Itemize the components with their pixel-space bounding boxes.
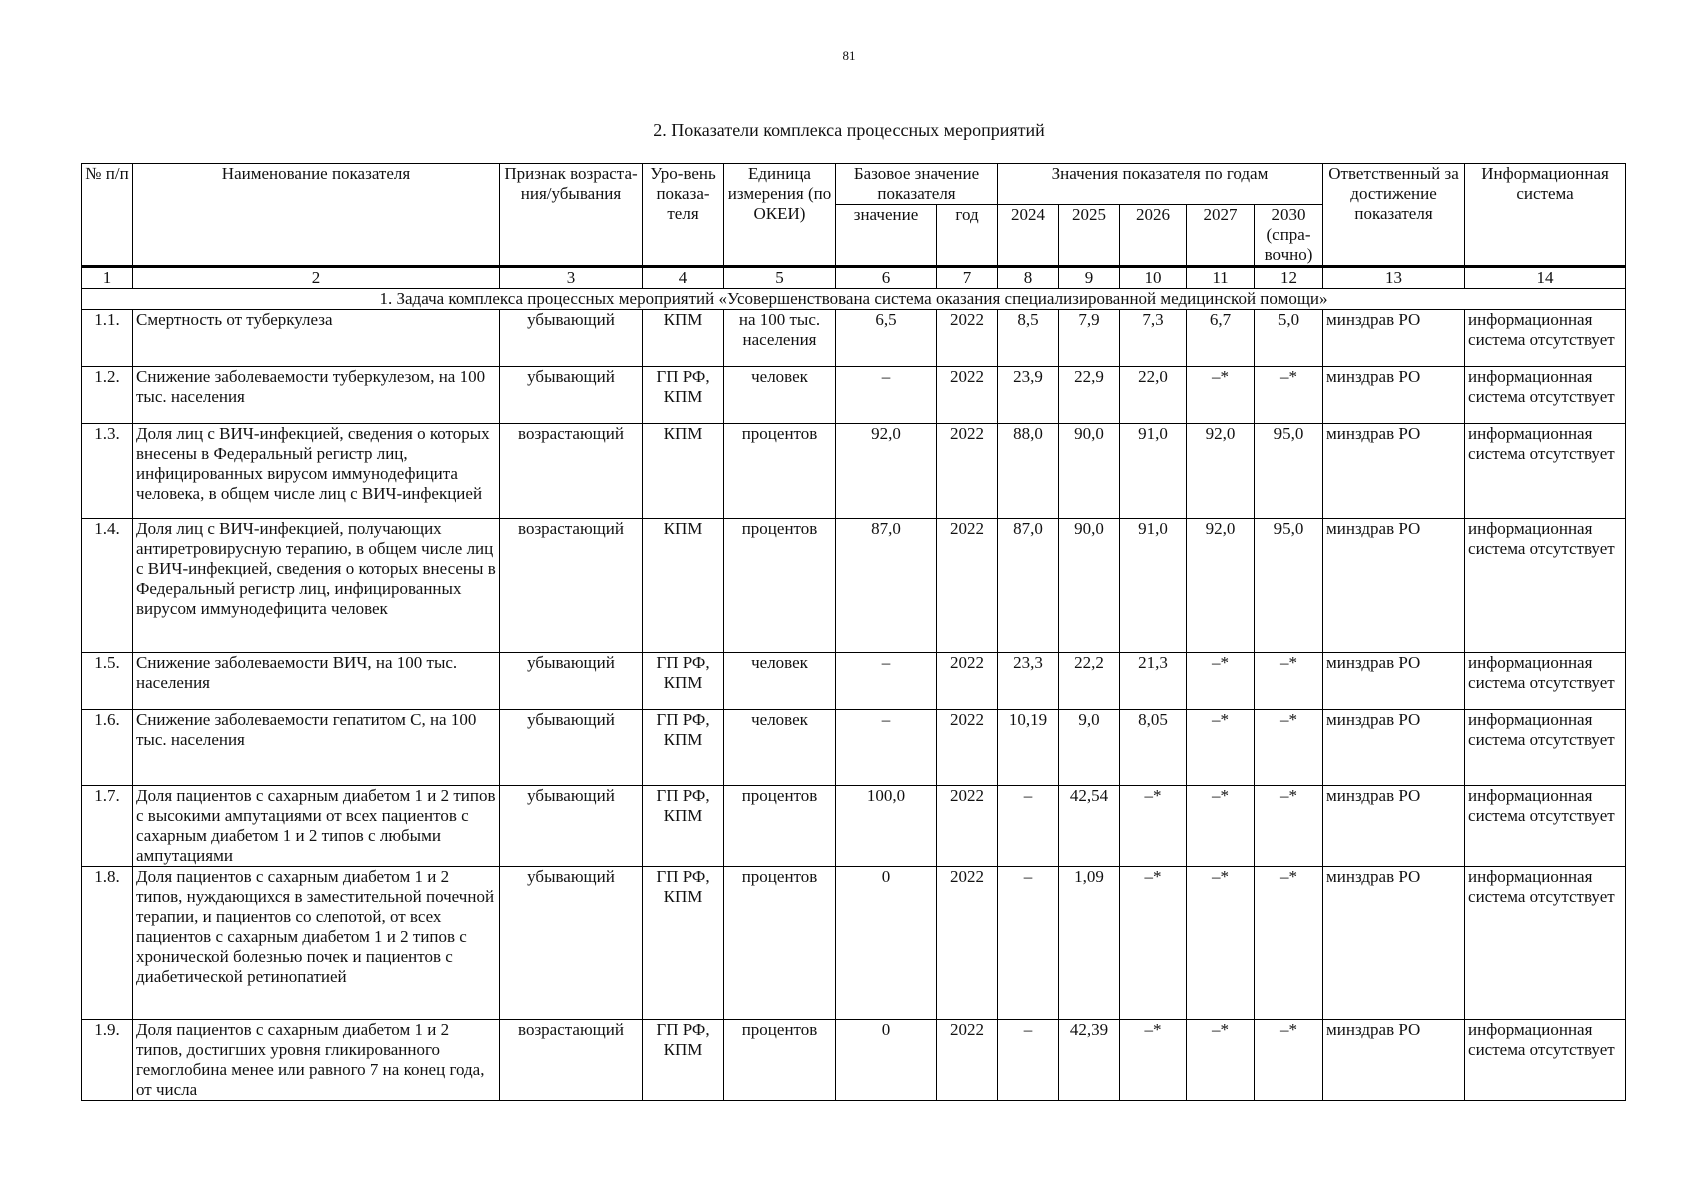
row-number: 1.8. [82, 867, 133, 1020]
unit-cell: процентов [724, 786, 836, 867]
trend-cell: убывающий [500, 653, 643, 710]
column-number: 1 [82, 267, 133, 289]
responsible-cell: минздрав РО [1323, 867, 1465, 1020]
value-2024-cell: 8,5 [998, 310, 1059, 367]
value-2025-cell: 42,54 [1059, 786, 1120, 867]
base-value-cell: 100,0 [836, 786, 937, 867]
unit-cell: человек [724, 710, 836, 786]
trend-cell: возрастающий [500, 1020, 643, 1101]
responsible-cell: минздрав РО [1323, 367, 1465, 424]
value-2027-cell: –* [1187, 867, 1255, 1020]
column-number: 3 [500, 267, 643, 289]
task-row [82, 289, 1626, 310]
column-number: 10 [1120, 267, 1187, 289]
task-title: 1. Задача комплекса процессных мероприятий «Усовершенствована система оказания специализированной медицинской помощи» [82, 289, 1626, 310]
value-2024-cell: 10,19 [998, 710, 1059, 786]
value-2026-cell: 91,0 [1120, 519, 1187, 653]
trend-cell: убывающий [500, 786, 643, 867]
level-cell: ГП РФ, КПМ [643, 653, 724, 710]
value-2027-cell: –* [1187, 1020, 1255, 1101]
level-cell: ГП РФ, КПМ [643, 786, 724, 867]
value-2025-cell: 42,39 [1059, 1020, 1120, 1101]
row-number: 1.6. [82, 710, 133, 786]
value-2025-cell: 7,9 [1059, 310, 1120, 367]
unit-cell: процентов [724, 424, 836, 519]
responsible-cell: минздрав РО [1323, 653, 1465, 710]
base-value-cell: 0 [836, 867, 937, 1020]
header-year-2026: 2026 [1120, 205, 1187, 267]
header-by-years: Значения показателя по годам [998, 164, 1323, 205]
base-year-cell: 2022 [937, 310, 998, 367]
header-year-2024: 2024 [998, 205, 1059, 267]
value-2030-cell: 95,0 [1255, 424, 1323, 519]
unit-cell: процентов [724, 867, 836, 1020]
header-row [82, 164, 1626, 205]
header-year-2025: 2025 [1059, 205, 1120, 267]
indicator-name: Смертность от туберкулеза [133, 310, 500, 367]
column-number: 7 [937, 267, 998, 289]
table-row [82, 424, 1626, 519]
column-number: 14 [1465, 267, 1626, 289]
column-number: 12 [1255, 267, 1323, 289]
table-row [82, 867, 1626, 1020]
unit-cell: человек [724, 367, 836, 424]
base-year-cell: 2022 [937, 710, 998, 786]
infosys-cell: информационная система отсутствует [1465, 310, 1626, 367]
base-value-cell: 87,0 [836, 519, 937, 653]
base-year-cell: 2022 [937, 786, 998, 867]
base-year-cell: 2022 [937, 519, 998, 653]
page-number: 81 [842, 48, 856, 63]
value-2030-cell: –* [1255, 710, 1323, 786]
responsible-cell: минздрав РО [1323, 519, 1465, 653]
level-cell: КПМ [643, 310, 724, 367]
base-year-cell: 2022 [937, 867, 998, 1020]
header-trend: Признак возраста-ния/убывания [500, 164, 643, 267]
value-2030-cell: –* [1255, 1020, 1323, 1101]
indicator-name: Снижение заболеваемости туберкулезом, на 100 тыс. населения [133, 367, 500, 424]
value-2026-cell: –* [1120, 1020, 1187, 1101]
value-2024-cell: 88,0 [998, 424, 1059, 519]
value-2025-cell: 1,09 [1059, 867, 1120, 1020]
trend-cell: возрастающий [500, 424, 643, 519]
table-row [82, 310, 1626, 367]
base-year-cell: 2022 [937, 424, 998, 519]
document-title: 2. Показатели комплекса процессных мероприятий [653, 120, 1045, 140]
table-row [82, 519, 1626, 653]
level-cell: ГП РФ, КПМ [643, 710, 724, 786]
indicator-name: Доля пациентов с сахарным диабетом 1 и 2 типов, достигших уровня гликированного гемоглобина менее или равного 7 на конец года, от числа [133, 1020, 500, 1101]
infosys-cell: информационная система отсутствует [1465, 867, 1626, 1020]
value-2027-cell: –* [1187, 786, 1255, 867]
value-2030-cell: 95,0 [1255, 519, 1323, 653]
indicator-name: Доля лиц с ВИЧ-инфекцией, получающих антиретровирусную терапию, в общем числе лиц с ВИЧ-инфекцией, сведения о которых внесены в Федеральный регистр лиц, инфицированных вирусом иммунодефицита человек [133, 519, 500, 653]
value-2025-cell: 90,0 [1059, 424, 1120, 519]
value-2027-cell: 92,0 [1187, 519, 1255, 653]
responsible-cell: минздрав РО [1323, 786, 1465, 867]
base-value-cell: – [836, 653, 937, 710]
indicator-name: Снижение заболеваемости ВИЧ, на 100 тыс. населения [133, 653, 500, 710]
header-year-2030: 2030 (спра-вочно) [1255, 205, 1323, 267]
indicators-table [81, 163, 1626, 1101]
header-responsible: Ответственный за достижение показателя [1323, 164, 1465, 267]
header-base-value: значение [836, 205, 937, 267]
value-2024-cell: – [998, 1020, 1059, 1101]
value-2030-cell: –* [1255, 653, 1323, 710]
value-2026-cell: 7,3 [1120, 310, 1187, 367]
infosys-cell: информационная система отсутствует [1465, 367, 1626, 424]
table-row [82, 786, 1626, 867]
value-2026-cell: 8,05 [1120, 710, 1187, 786]
unit-cell: человек [724, 653, 836, 710]
unit-cell: процентов [724, 1020, 836, 1101]
level-cell: ГП РФ, КПМ [643, 1020, 724, 1101]
row-number: 1.5. [82, 653, 133, 710]
trend-cell: возрастающий [500, 519, 643, 653]
level-cell: ГП РФ, КПМ [643, 867, 724, 1020]
value-2027-cell: 92,0 [1187, 424, 1255, 519]
infosys-cell: информационная система отсутствует [1465, 1020, 1626, 1101]
indicator-name: Снижение заболеваемости гепатитом С, на 100 тыс. населения [133, 710, 500, 786]
value-2030-cell: 5,0 [1255, 310, 1323, 367]
unit-cell: процентов [724, 519, 836, 653]
level-cell: КПМ [643, 519, 724, 653]
responsible-cell: минздрав РО [1323, 424, 1465, 519]
value-2026-cell: 91,0 [1120, 424, 1187, 519]
table-row [82, 1020, 1626, 1101]
column-number: 4 [643, 267, 724, 289]
column-numbers-row [82, 267, 1626, 289]
infosys-cell: информационная система отсутствует [1465, 653, 1626, 710]
base-value-cell: – [836, 367, 937, 424]
value-2030-cell: –* [1255, 786, 1323, 867]
infosys-cell: информационная система отсутствует [1465, 710, 1626, 786]
header-name: Наименование показателя [133, 164, 500, 267]
level-cell: КПМ [643, 424, 724, 519]
value-2025-cell: 22,9 [1059, 367, 1120, 424]
infosys-cell: информационная система отсутствует [1465, 424, 1626, 519]
value-2024-cell: – [998, 786, 1059, 867]
column-number: 8 [998, 267, 1059, 289]
column-number: 2 [133, 267, 500, 289]
value-2030-cell: –* [1255, 367, 1323, 424]
table-row [82, 653, 1626, 710]
value-2026-cell: 22,0 [1120, 367, 1187, 424]
column-number: 6 [836, 267, 937, 289]
header-year-2027: 2027 [1187, 205, 1255, 267]
base-value-cell: 6,5 [836, 310, 937, 367]
value-2024-cell: 23,9 [998, 367, 1059, 424]
base-value-cell: 0 [836, 1020, 937, 1101]
responsible-cell: минздрав РО [1323, 310, 1465, 367]
base-value-cell: – [836, 710, 937, 786]
trend-cell: убывающий [500, 867, 643, 1020]
value-2025-cell: 90,0 [1059, 519, 1120, 653]
header-level: Уро-вень показа-теля [643, 164, 724, 267]
value-2026-cell: –* [1120, 867, 1187, 1020]
value-2026-cell: 21,3 [1120, 653, 1187, 710]
value-2024-cell: – [998, 867, 1059, 1020]
table-row [82, 710, 1626, 786]
value-2024-cell: 87,0 [998, 519, 1059, 653]
value-2025-cell: 22,2 [1059, 653, 1120, 710]
responsible-cell: минздрав РО [1323, 1020, 1465, 1101]
indicator-name: Доля пациентов с сахарным диабетом 1 и 2 типов с высокими ампутациями от всех пациентов с сахарным диабетом 1 и 2 типов с любыми ампутациями [133, 786, 500, 867]
trend-cell: убывающий [500, 710, 643, 786]
base-year-cell: 2022 [937, 1020, 998, 1101]
row-number: 1.1. [82, 310, 133, 367]
header-infosys: Информационная система [1465, 164, 1626, 267]
responsible-cell: минздрав РО [1323, 710, 1465, 786]
indicator-name: Доля пациентов с сахарным диабетом 1 и 2 типов, нуждающихся в заместительной почечной терапии, и пациентов со слепотой, от всех пациентов с сахарным диабетом 1 и 2 типов с хронической болезнью почек и пациентов с диабетической ретинопатией [133, 867, 500, 1020]
value-2025-cell: 9,0 [1059, 710, 1120, 786]
base-value-cell: 92,0 [836, 424, 937, 519]
base-year-cell: 2022 [937, 653, 998, 710]
trend-cell: убывающий [500, 367, 643, 424]
row-number: 1.2. [82, 367, 133, 424]
value-2027-cell: –* [1187, 653, 1255, 710]
unit-cell: на 100 тыс. населения [724, 310, 836, 367]
row-number: 1.4. [82, 519, 133, 653]
column-number: 13 [1323, 267, 1465, 289]
value-2030-cell: –* [1255, 867, 1323, 1020]
value-2027-cell: 6,7 [1187, 310, 1255, 367]
infosys-cell: информационная система отсутствует [1465, 519, 1626, 653]
indicator-name: Доля лиц с ВИЧ-инфекцией, сведения о которых внесены в Федеральный регистр лиц, инфицированных вирусом иммунодефицита человека, в общем числе лиц с ВИЧ-инфекцией [133, 424, 500, 519]
table-row [82, 367, 1626, 424]
row-number: 1.3. [82, 424, 133, 519]
level-cell: ГП РФ, КПМ [643, 367, 724, 424]
row-number: 1.7. [82, 786, 133, 867]
header-base: Базовое значение показателя [836, 164, 998, 205]
header-unit: Единица измерения (по ОКЕИ) [724, 164, 836, 267]
value-2027-cell: –* [1187, 710, 1255, 786]
trend-cell: убывающий [500, 310, 643, 367]
infosys-cell: информационная система отсутствует [1465, 786, 1626, 867]
column-number: 11 [1187, 267, 1255, 289]
column-number: 9 [1059, 267, 1120, 289]
value-2024-cell: 23,3 [998, 653, 1059, 710]
header-base-year: год [937, 205, 998, 267]
row-number: 1.9. [82, 1020, 133, 1101]
value-2026-cell: –* [1120, 786, 1187, 867]
header-num: № п/п [82, 164, 133, 267]
column-number: 5 [724, 267, 836, 289]
base-year-cell: 2022 [937, 367, 998, 424]
value-2027-cell: –* [1187, 367, 1255, 424]
